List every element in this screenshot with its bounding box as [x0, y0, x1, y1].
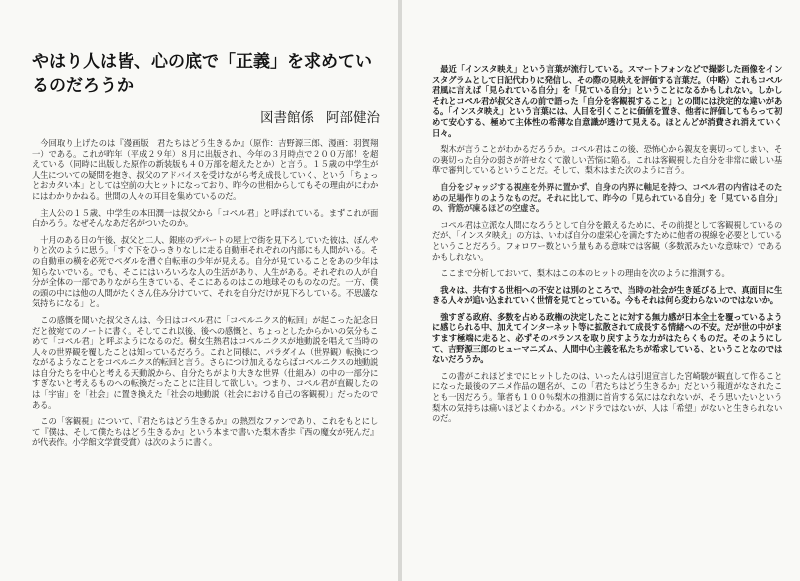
right-column-text: [432, 64, 782, 430]
article-title: やはり人は皆、心の底で「正義」を求めているのだろうか: [32, 52, 372, 96]
left-page: [0, 0, 398, 581]
block-quote: 我々は、共有する世相への不安とは別のところで、当時の社会が生き延びる上で、真面目に生きる人々が追い込まれていく世情を見てとっている。今もそれは何ら変わらないのではないか。: [432, 284, 782, 306]
author-role: 図書館係: [260, 110, 314, 126]
author-name: 阿部健治: [326, 110, 380, 126]
paragraph: ここまで分析しておいて、梨木はこの本のヒットの理由を次のように推測する。: [440, 268, 730, 279]
block-quote: 最近「インスタ映え」という言葉が流行している。スマートフォンなどで撮影した画像をインスタグラムとして日記代わりに発信し、その際の見映えを評価する言葉だ。（中略）これもコペル君風に言えば「見られている自分」を「見ている自分」ということになるかもしれない。しかしそれとコペル君が叔父さんの前で語った「自分を客観視すること」との間には決定的な違いがある。「インスタ映え」という言葉には、人目を引くことに価値を置き、他者に評価してもらって初めて安心する、極めて主体性の希薄な自意識が透けて見える。ほとんどが消費され消えていく日々。: [432, 64, 782, 138]
paragraph: 十月のある日の午後、叔父と二人、銀座のデパートの屋上で街を見下ろしていた彼は、ぼんやりと次のように思う。「すぐ下をひっきりなしに走る自動車それぞれの内部にも人間がいる。その自動車の横を必死でペダルを漕ぐ自転車の少年が見える。自分が見ていることをあの少年は知らないでいる。でも、そこにはいろいろな人の生活があり、人生がある。それぞれの人が自分が全体の一部でありながら生きている、そこにあるのはこの地球そのものなのだ。一方、僕の頭の中には他の人間がたくさん住み分けていて、それを自分だけが見下ろしている。不思議な気持ちになる」と。: [32, 234, 378, 309]
paragraph: この書がこれほどまでにヒットしたのは、いったんは引退宣言した宮崎駿が観直して作ることになった最後のアニメ作品の題名が、この「君たちはどう生きるか」だという報道がなされたことも一因だろう。筆者も１００％梨木の推測に首肯する気にはなれないが、そう思いたいという梨木の気持ちは痛いほどよくわかる。パンドラではないが、人は「希望」がないと生きられないのだ。: [432, 370, 782, 424]
author-line: [32, 106, 380, 126]
paragraph: 主人公の１５歳、中学生の本田潤一は叔父から「コペル君」と呼ばれている。まずこれが面白かろう。なぜそんなあだ名がついたのか。: [32, 207, 378, 229]
paragraph: 梨木が言うことがわかるだろうか。コペル君はこの後、恐怖心から親友を裏切ってしまい、その裏切った自分の弱さが許せなくて激しい苦悩に陥る。これは客観視した自分を非常に厳しい基準で審判しているということだ。そして、梨木はまた次のように言う。: [432, 144, 782, 176]
block-quote: 強すぎる政府、多数を占める政権の決定したことに対する無力感が日本全土を覆っているように感じられる中、加えてインターネット等に拡散されて成長する情緒への不安。だが世の中がますます極端に走ると、必ずそのバランスを取り戻すような力がはたらくものだ。そのようにして、吉野源三郎のヒューマニズム、人間中心主義を私たちが希求している、ということなのではないだろうか。: [432, 311, 782, 365]
block-quote: 自分をジャッジする視座を外界に置かず、自身の内界に軸足を持つ、コペル君の内省はそのための足場作りのようなものだ。それに比して、昨今の「見られている自分」を「見ている自分」の、背筋が凍るほどの空虚さ。: [432, 181, 782, 214]
right-page: [402, 0, 800, 581]
paragraph: コペル君は立派な人間になろうとして自分を鍛えるために、その前提として客観視しているのだが、「インスタ映え」の方は、いわば自分の虚栄心を満たすために他者の視線を必要としているということだろう。フォロワー数という量もある意味では客観（多数派みたいな意味で）であるかもしれない。: [432, 219, 782, 262]
paragraph: この感慨を聞いた叔父さんは、今日はコペル君に「コペルニクス的転回」が起こった記念日だと彼宛てのノートに書く。そしてこれ以後、後への感慨と、ちょっとしたからかいの気分もこめて「コペル君」と呼ぶようになるのだ。樹女生熱君はコペルニクスが地動説を唱えて当時の人々の世界観を覆したことは知っているだろう。これと同様に、パラダイム（世界観）転換につながるようなことをコペルニクス的転回と言う。さらにつけ加えるならばコペルニクスの地動説は自分たちを中心と考える天動説から、自分たちがより大きな世界（仕組み）の中の一部分にすぎないと考えるものへの転換だったことに注目して欲しい。つまり、コペル君が直観したのは「宇宙」を「社会」に置き換えた「社会の地動説（社会における自己の客観視）」だったのである。: [32, 314, 378, 410]
paragraph: この「客観視」について、『君たちはどう生きるか』の熱烈なファンであり、これをもとにして『僕は、そして僕たちはどう生きるか』という本まで書いた梨木香歩『西の魔女が死んだ』が代表作。小学館文学賞受賞）は次のように書く。: [32, 416, 378, 448]
left-column-text: [32, 138, 378, 454]
paragraph: 今回取り上げたのは『漫画版 君たちはどう生きるか』（原作：吉野源三郎、漫画：羽賀翔一）である。これが昨年（平成２９年）８月に出版され、今年の３月時点で２００万部！を超えている（同時に出版した原作の新装版も４０万部を超えたとか）と言う。１５歳の中学生が人生についての疑問を抱き、叔父のアドバイスを受けながら考え成長していく、という「ちょっとおカタい本」としては空前の大ヒットになっており、昨今の世相からしてもその理由がにわかにはわかりかねる。世間の人々の耳目を集めているのだ。: [32, 138, 378, 201]
